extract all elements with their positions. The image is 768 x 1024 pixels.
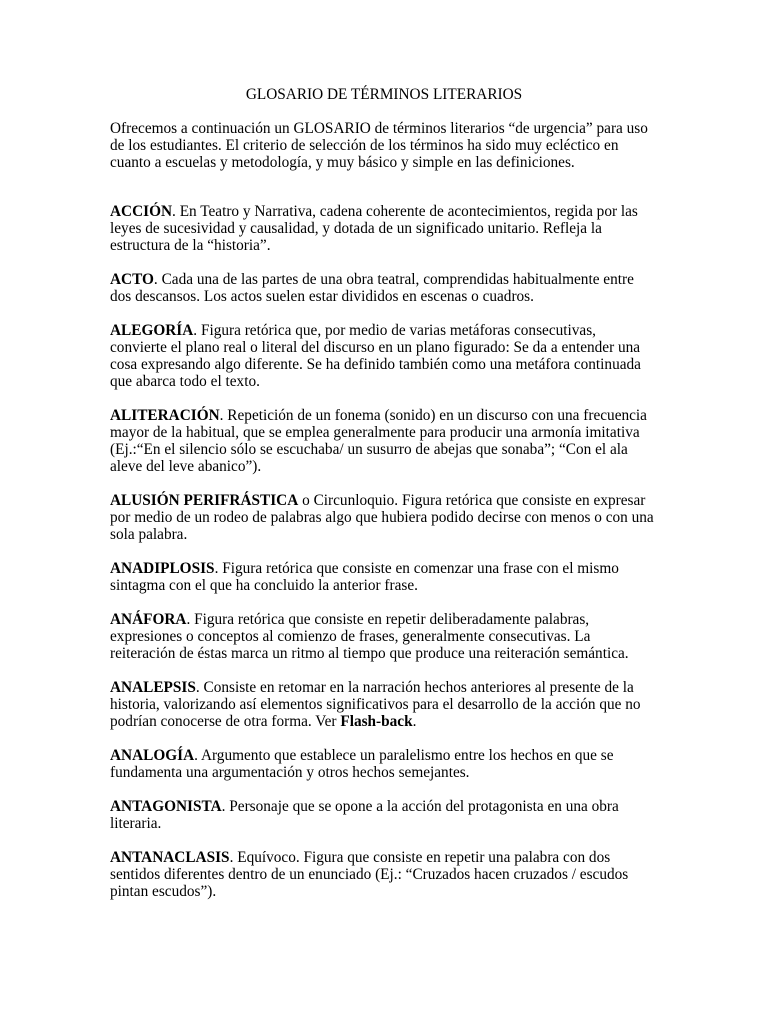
cross-reference-term: Flash-back [340,713,413,730]
entry-definition: . Cada una de las partes de una obra teatral, comprendidas habitualmente entre dos descansos. Los actos suelen estar divididos en escenas o cuadros. [110,271,634,305]
glossary-entry-antanaclasis [110,849,655,900]
glossary-entry-acto [110,271,655,305]
entry-term: ANÁFORA [110,611,187,628]
glossary-entry-antagonista [110,798,655,832]
entry-definition: . Figura retórica que consiste en comenzar una frase con el mismo sintagma con el que ha concluido la anterior frase. [110,560,619,594]
entry-definition: o Circunloquio. Figura retórica que consiste en expresar por medio de un rodeo de palabras algo que hubiera podido decirse con menos o con una sola palabra. [110,492,654,543]
entry-definition: . Consiste en retomar en la narración hechos anteriores al presente de la historia, valorizando así elementos significativos para el desarrollo de la acción que no podrían conocerse de otra forma. Ver [110,679,641,730]
entry-definition: . Personaje que se opone a la acción del protagonista en una obra literaria. [110,798,619,832]
entry-term: ANTAGONISTA [110,798,222,815]
entry-definition: . Equívoco. Figura que consiste en repetir una palabra con dos sentidos diferentes dentro de un enunciado (Ej.: “Cruzados hacen cruzados / escudos pintan escudos”). [110,849,629,900]
entry-definition: . Repetición de un fonema (sonido) en un discurso con una frecuencia mayor de la habitual, que se emplea generalmente para producir una armonía imitativa (Ej.:“En el silencio sólo se escuchaba/ un susurro de abejas que sonaba”; “Con el ala aleve del leve abanico”). [110,407,647,475]
entry-definition: . Argumento que establece un paralelismo entre los hechos en que se fundamenta una argumentación y otros hechos semejantes. [110,747,614,781]
glossary-list [110,203,655,917]
glossary-entry-analogia [110,747,655,781]
glossary-entry-aliteracion [110,407,655,475]
entry-term: ANADIPLOSIS [110,560,215,577]
glossary-entry-accion [110,203,655,254]
glossary-entry-anafora [110,611,655,662]
entry-definition: . Figura retórica que, por medio de varias metáforas consecutivas, convierte el plano real o literal del discurso en un plano figurado: Se da a entender una cosa expresando algo diferente. Se ha definido también como una metáfora continuada que abarca todo el texto. [110,322,641,390]
entry-term: ANALEPSIS [110,679,196,696]
entry-term: ALUSIÓN PERIFRÁSTICA [110,492,299,509]
entry-term: ANALOGÍA [110,747,195,764]
entry-definition: . En Teatro y Narrativa, cadena coherente de acontecimientos, regida por las leyes de sucesividad y causalidad, y dotada de un significado unitario. Refleja la estructura de la “historia”. [110,203,638,254]
entry-term: ANTANACLASIS [110,849,230,866]
entry-definition-end: . [412,713,417,730]
intro-paragraph: Ofrecemos a continuación un GLOSARIO de términos literarios “de urgencia” para uso de los estudiantes. El criterio de selección de los términos ha sido muy ecléctico en cuanto a escuelas y metodología, y muy básico y simple en las definiciones. [110,120,648,171]
glossary-entry-alegoria [110,322,655,390]
glossary-entry-analepsis [110,679,655,730]
entry-term: ACTO [110,271,154,288]
entry-term: ACCIÓN [110,203,173,220]
entry-term: ALEGORÍA [110,322,194,339]
glossary-entry-anadiplosis [110,560,655,594]
glossary-entry-alusion-perifrastica [110,492,655,543]
entry-term: ALITERACIÓN [110,407,220,424]
entry-definition: . Figura retórica que consiste en repetir deliberadamente palabras, expresiones o conceptos al comienzo de frases, generalmente consecutivas. La reiteración de éstas marca un ritmo al tiempo que produce una reiteración semántica. [110,611,629,662]
page-title: GLOSARIO DE TÉRMINOS LITERARIOS [245,86,523,103]
